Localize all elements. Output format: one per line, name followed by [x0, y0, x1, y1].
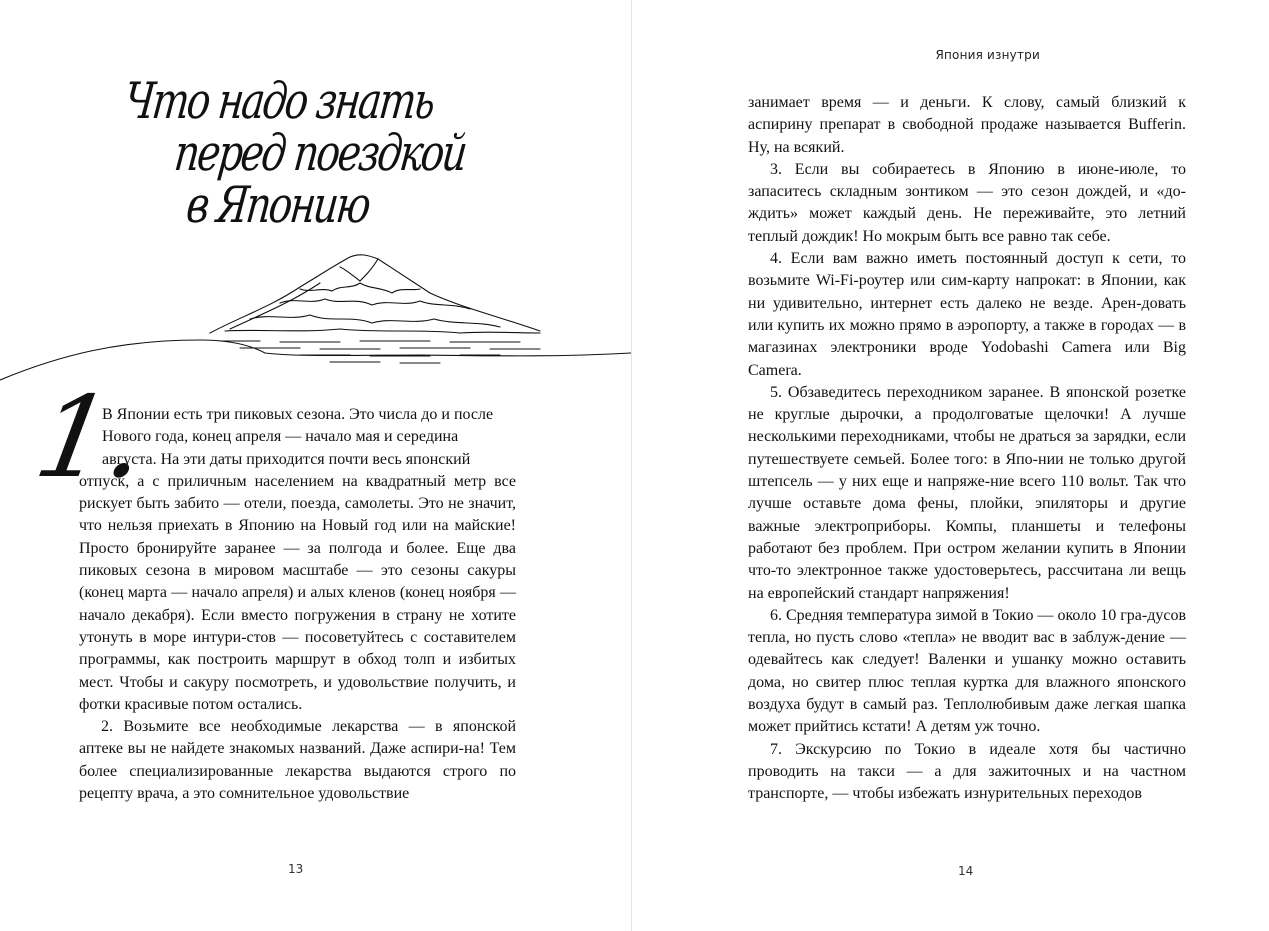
- running-head: Япония изнутри: [935, 48, 1040, 62]
- paragraph-6: 6. Средняя температура зимой в Токио — около 10 гра-дусов тепла, но пусть слово «тепла» не вводит вас в заблуж-дение — одевайтесь как следует! Валенки и ушанку можно оставить дома, но свитер плюс теплая куртка для влажного японского воздуха будут в самый раз. Теплолюбивым даже легкая шапка может прийтись кстати! А детям уж точно.: [748, 606, 1186, 736]
- first-paragraph-rest: отпуск, а с приличным населением на квадратный метр все рискует быть забито — отели, поезда, самолеты. Это не значит, что нельзя приехать в Японию на Новый год или на майские! Просто бронируйте заранее — за полгода и более. Еще два пиковых сезона в мировом масштабе — это сезоны сакуры (конец марта — начало апреля) и алых кленов (конец ноября — начало декабря). Если вместо погружения в страну не хотите утонуть в море интури-стов — посоветуйтесь с составителем программы, как построить маршрут в обход толп и избитых мест. Чтобы и сакуру посмотреть, и удовольствие получить, и фотки красивые потом остались.: [79, 472, 516, 713]
- text-line: Нового года, конец апреля — начало мая и середина: [102, 428, 459, 446]
- mount-fuji-illustration: [0, 245, 631, 385]
- paragraph-7: 7. Экскурсию по Токио в идеале хотя бы частично проводить на такси — а для зажиточных и на частном транспорте, — чтобы избежать изнурительных переходов: [748, 740, 1186, 803]
- paragraph-4: 4. Если вам важно иметь постоянный доступ к сети, то возьмите Wi-Fi-роутер или сим-карту напрокат: в Японии, как ни удивительно, интернет есть далеко не везде. Арен-довать или купить их можно прямо в аэропорту, а также в городах — в магазинах электроники вроде Yodobashi Camera или Big Camera.: [748, 250, 1186, 379]
- text-line: В Японии есть три пиковых сезона. Это числа до и после: [102, 406, 494, 423]
- first-paragraph-indented: [79, 404, 516, 471]
- continuation-paragraph: занимает время — и деньги. К слову, самый близкий к аспирину препарат в свободной продаже называется Bufferin. Ну, на всякий.: [748, 94, 1186, 156]
- text-line: августа. На эти даты приходится почти весь японский: [102, 450, 471, 468]
- right-body-text: [748, 92, 1186, 806]
- left-body-text: [79, 404, 516, 805]
- page-number: 14: [958, 864, 974, 878]
- chapter-title: [118, 70, 538, 240]
- title-line-2: перед поездкой: [171, 124, 469, 182]
- paragraph-3: 3. Если вы собираетесь в Японию в июне-июле, то запаситесь складным зонтиком — это сезон дождей, и «до-ждить» может каждый день. Не переживайте, это летний теплый дождик! Но мокрым быть все равно так себе.: [748, 160, 1186, 245]
- drop-cap-number: 1.: [26, 373, 157, 503]
- page-number: 13: [288, 862, 304, 876]
- title-line-3: в Японию: [183, 176, 372, 234]
- paragraph-2: 2. Возьмите все необходимые лекарства — в японской аптеке вы не найдете знакомых названий. Даже аспири-на! Тем более специализированные лекарства выдаются строго по рецепту врача, а это сомнительное удовольствие: [79, 718, 516, 803]
- title-line-1: Что надо знать: [121, 72, 437, 130]
- left-page: [0, 0, 631, 931]
- paragraph-5: 5. Обзаведитесь переходником заранее. В японской розетке не круглые дырочки, а продолговатые щелочки! А лучше несколькими переходниками, чтобы не драться за зарядки, если путешествуете семьей. Более того: в Япо-нии не только другой штепсель — у них еще и напряже-ние всего 110 вольт. Так что лучше оставьте дома фены, плойки, эпиляторы и другие важные электроприборы. Компы, планшеты и телефоны работают без проблем. При остром желании купить в Японии что-то электронное также удостоверьтесь, рассчитана ли вещь на европейский стандарт напряжения!: [748, 383, 1186, 602]
